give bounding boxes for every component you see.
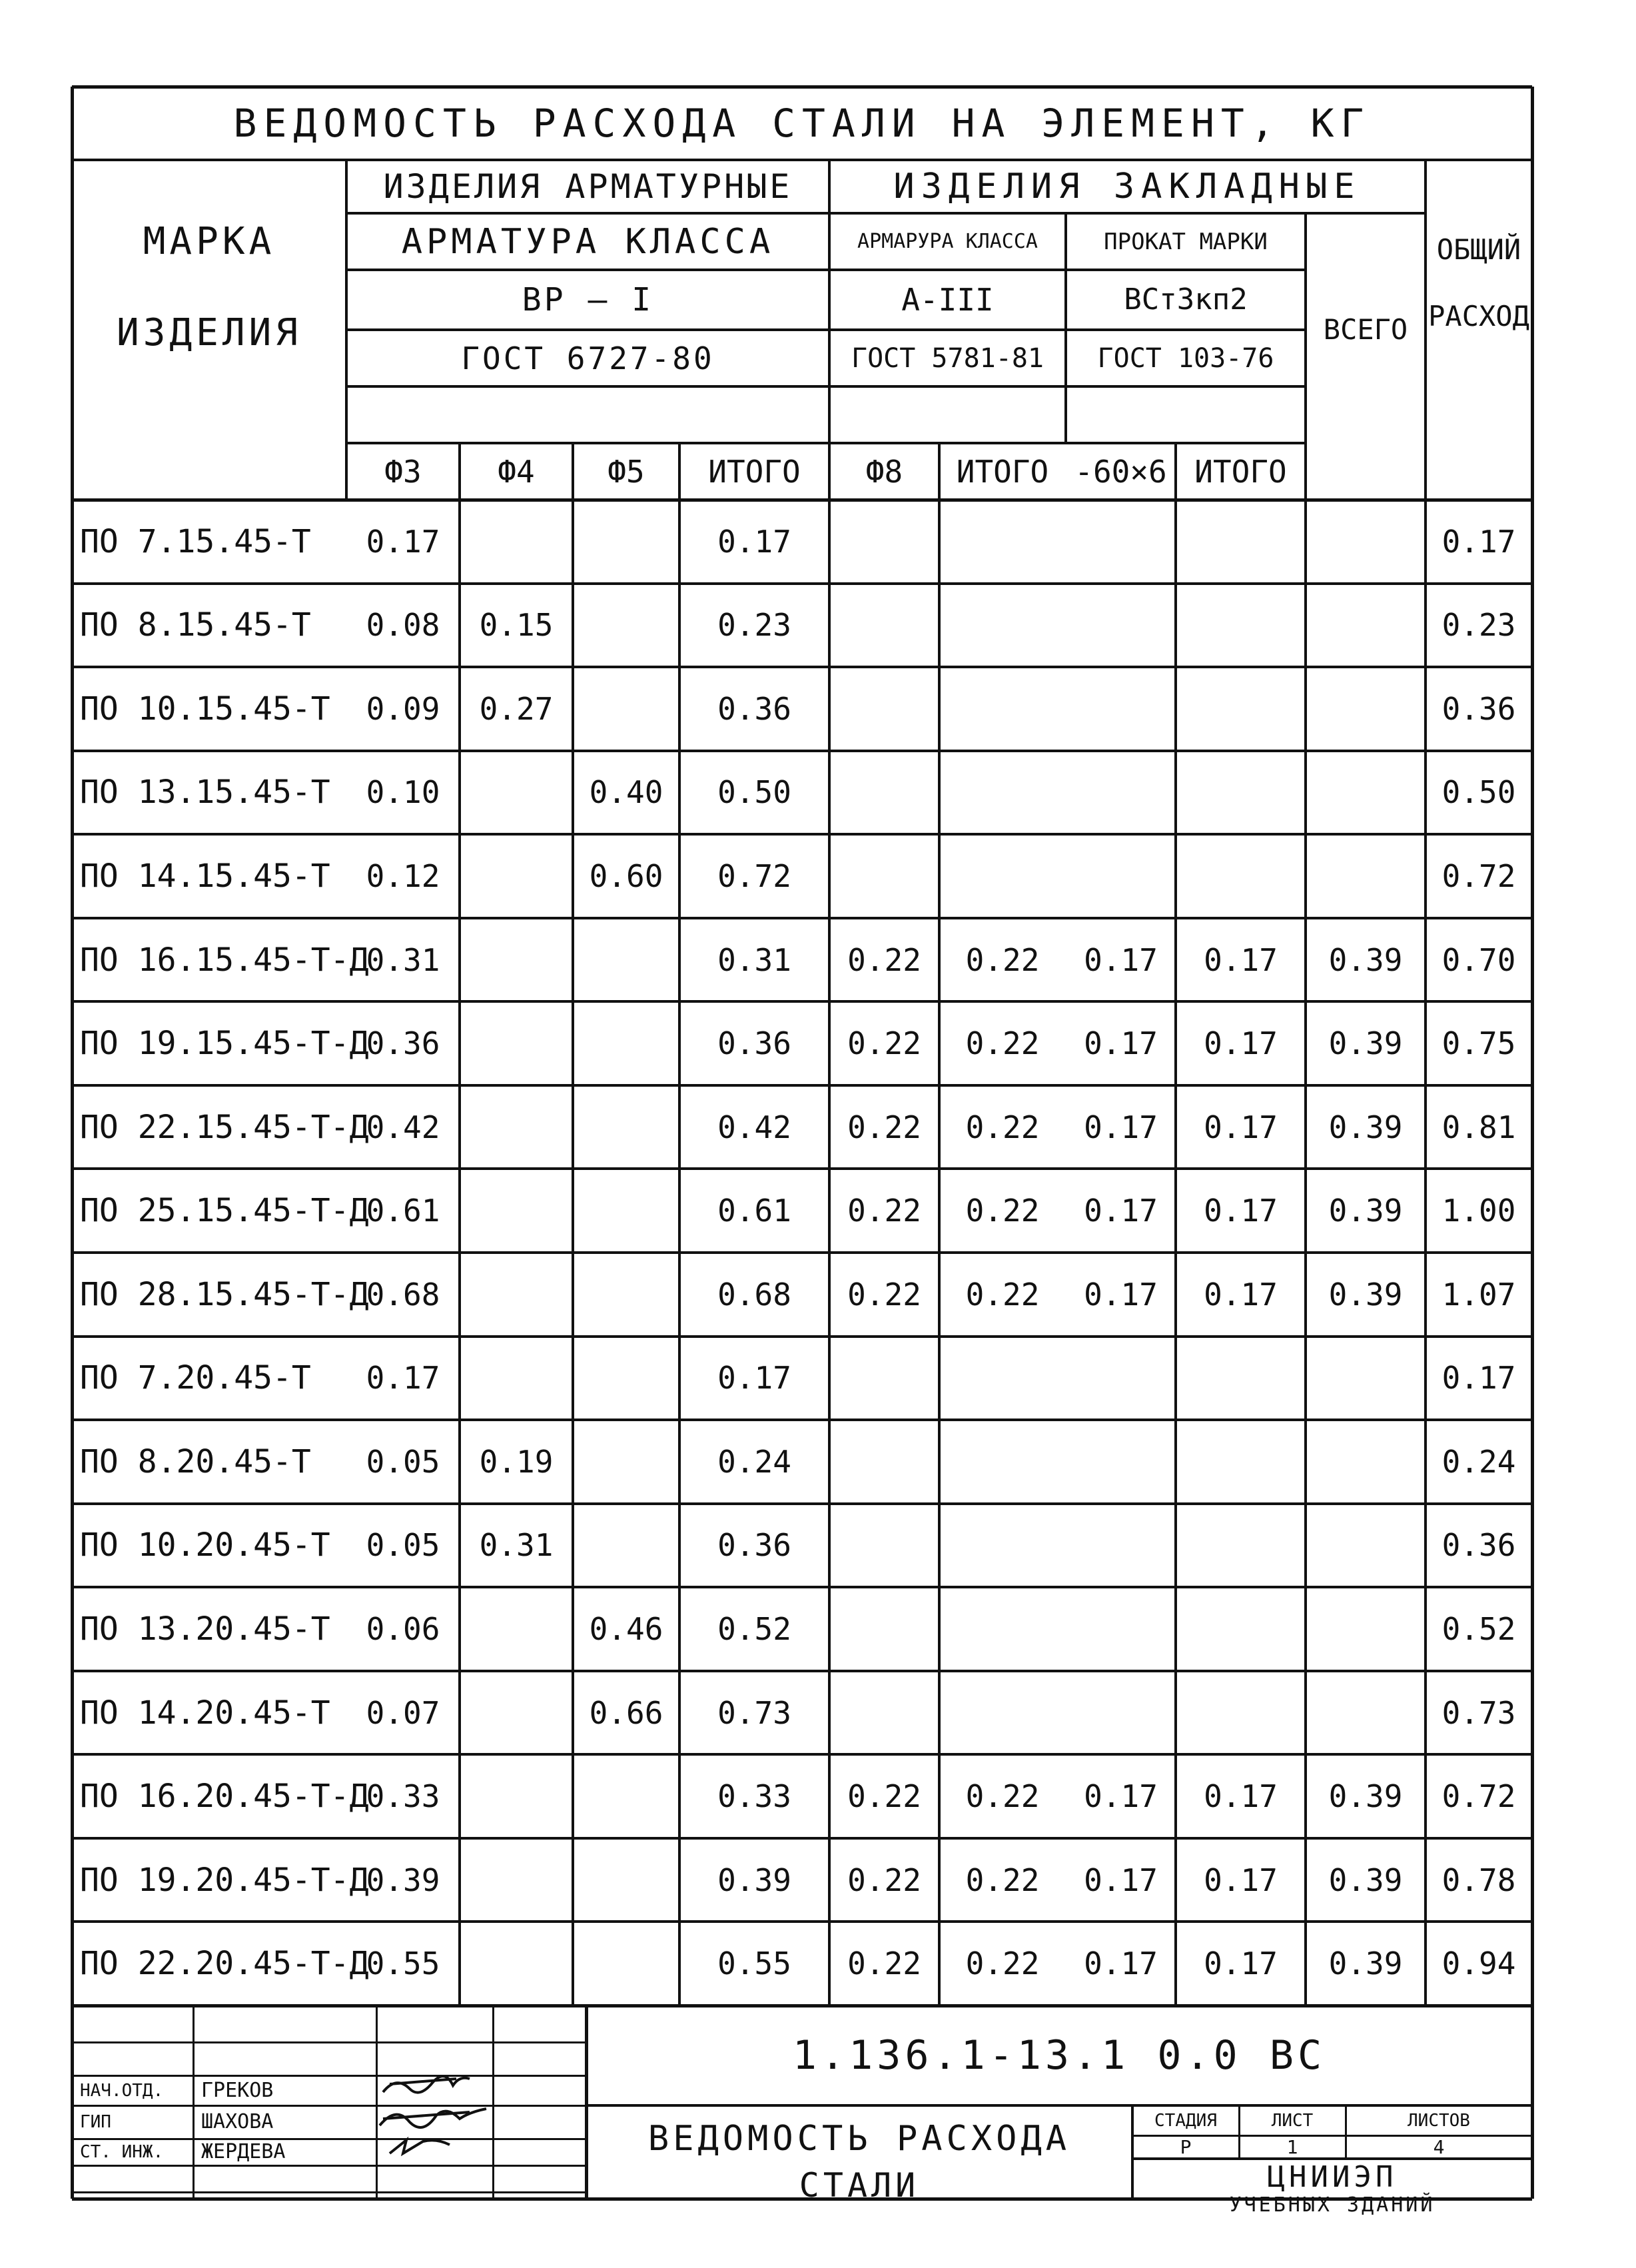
row-mark: ПО 14.20.45-Т [80, 1694, 330, 1732]
row-mark: ПО 10.15.45-Т [80, 690, 330, 728]
row-value: 0.72 [1441, 1778, 1516, 1815]
stamp-sheet: 1 [1286, 2135, 1298, 2158]
header-gost-emb: ГОСТ 5781-81 [851, 342, 1044, 374]
stamp-name: ЖЕРДЕВА [201, 2140, 286, 2163]
stamp-name: ГРЕКОВ [201, 2078, 274, 2102]
row-value: 0.60 [589, 857, 663, 894]
stamp-doc-title: ВЕДОМОСТЬ РАСХОДА [647, 2119, 1071, 2159]
row-value: 0.39 [717, 1862, 791, 1898]
stamp-role: НАЧ.ОТД. [80, 2080, 164, 2101]
row-value: 0.55 [717, 1946, 791, 1982]
row-value: 0.27 [479, 690, 554, 727]
row-value: 0.52 [717, 1610, 791, 1647]
row-value: 0.06 [366, 1610, 440, 1647]
row-mark: ПО 16.20.45-Т-Д [80, 1778, 369, 1816]
row-value: 0.72 [717, 857, 791, 894]
row-value: 0.73 [717, 1694, 791, 1731]
row-mark: ПО 19.20.45-Т-Д [80, 1861, 369, 1899]
row-value: 0.12 [366, 857, 440, 894]
stamp-org-2: УЧЕБНЫХ ЗДАНИЙ [1229, 2193, 1435, 2217]
row-value: 0.73 [1441, 1694, 1516, 1731]
row-value: 0.05 [366, 1443, 440, 1480]
row-value: 0.39 [366, 1862, 440, 1898]
row-mark: ПО 22.15.45-Т-Д [80, 1108, 369, 1146]
row-value: 0.22 [965, 1025, 1040, 1062]
header-total-2: РАСХОД [1428, 300, 1529, 332]
row-mark: ПО 7.15.45-Т [80, 522, 311, 560]
row-value: 0.09 [366, 690, 440, 727]
header-embedded-products: ИЗДЕЛИЯ ЗАКЛАДНЫЕ [893, 167, 1362, 207]
row-mark: ПО 13.15.45-Т [80, 774, 330, 812]
row-value: 0.17 [1204, 1025, 1278, 1062]
row-value: 0.22 [965, 1862, 1040, 1898]
row-value: 0.08 [366, 607, 440, 644]
row-value: 0.17 [1084, 1193, 1158, 1229]
row-value: 0.24 [717, 1443, 791, 1480]
row-value: 0.39 [1328, 1862, 1403, 1898]
stamp-role: ГИП [80, 2112, 111, 2132]
row-value: 0.22 [965, 1778, 1040, 1815]
row-value: 0.17 [1084, 1778, 1158, 1815]
header-rolled-steel: ВСт3кп2 [1124, 283, 1248, 316]
row-value: 0.31 [366, 941, 440, 978]
row-value: 0.17 [1084, 1025, 1158, 1062]
row-value: 0.17 [1204, 1778, 1278, 1815]
row-value: 0.39 [1328, 1778, 1403, 1815]
row-value: 0.72 [1441, 857, 1516, 894]
row-mark: ПО 25.15.45-Т-Д [80, 1192, 369, 1230]
row-value: 0.75 [1441, 1025, 1516, 1062]
header-reinf-products: ИЗДЕЛИЯ АРМАТУРНЫЕ [383, 167, 793, 206]
row-value: 0.17 [1084, 1276, 1158, 1313]
row-value: 0.17 [1084, 1946, 1158, 1982]
row-mark: ПО 14.15.45-Т [80, 857, 330, 895]
row-value: 0.17 [1204, 1193, 1278, 1229]
row-value: 0.17 [717, 523, 791, 560]
row-value: 0.17 [1084, 1862, 1158, 1898]
row-value: 0.68 [717, 1276, 791, 1313]
header-col-0: Ф3 [384, 453, 422, 490]
row-value: 0.33 [717, 1778, 791, 1815]
row-value: 0.19 [479, 1443, 554, 1480]
row-value: 0.36 [717, 1025, 791, 1062]
stamp-stage: Р [1180, 2135, 1192, 2158]
row-mark: ПО 28.15.45-Т-Д [80, 1275, 369, 1313]
row-value: 0.39 [1328, 1109, 1403, 1145]
row-value: 0.22 [847, 1109, 921, 1145]
row-value: 0.36 [1441, 1527, 1516, 1564]
row-mark: ПО 19.15.45-Т-Д [80, 1025, 369, 1063]
row-value: 0.22 [847, 1025, 921, 1062]
stamp-doc-title-2: СТАЛИ [799, 2166, 920, 2205]
row-value: 0.17 [1084, 941, 1158, 978]
row-value: 0.61 [366, 1193, 440, 1229]
row-value: 0.23 [1441, 607, 1516, 644]
row-mark: ПО 7.20.45-Т [80, 1359, 311, 1397]
header-col-7: ИТОГО [1194, 453, 1287, 490]
row-value: 0.17 [1084, 1109, 1158, 1145]
row-value: 0.22 [965, 1193, 1040, 1229]
row-mark: ПО 13.20.45-Т [80, 1610, 330, 1648]
header-col-6: -60×6 [1074, 453, 1167, 490]
stamp-name: ШАХОВА [201, 2110, 274, 2133]
row-value: 0.81 [1441, 1109, 1516, 1145]
header-reinf-grade: ВР – I [522, 281, 654, 318]
header-col-2: Ф5 [608, 453, 645, 490]
row-mark: ПО 10.20.45-Т [80, 1526, 330, 1564]
row-value: 0.40 [589, 774, 663, 811]
header-gost-rolled: ГОСТ 103-76 [1097, 342, 1274, 374]
row-mark: ПО 8.15.45-Т [80, 606, 311, 644]
row-value: 0.22 [847, 1946, 921, 1982]
row-value: 0.39 [1328, 1025, 1403, 1062]
table-title: ВЕДОМОСТЬ РАСХОДА СТАЛИ НА ЭЛЕМЕНТ, КГ [233, 101, 1371, 146]
row-value: 0.17 [1204, 1109, 1278, 1145]
row-value: 0.50 [717, 774, 791, 811]
row-value: 0.24 [1441, 1443, 1516, 1480]
row-value: 0.17 [1204, 1276, 1278, 1313]
header-col-3: ИТОГО [708, 453, 801, 490]
row-value: 0.39 [1328, 941, 1403, 978]
row-value: 1.07 [1441, 1276, 1516, 1313]
row-value: 0.22 [965, 1946, 1040, 1982]
row-value: 0.61 [717, 1193, 791, 1229]
row-value: 0.70 [1441, 941, 1516, 978]
row-value: 0.31 [717, 941, 791, 978]
row-value: 0.36 [717, 1527, 791, 1564]
row-value: 1.00 [1441, 1193, 1516, 1229]
row-value: 0.15 [479, 607, 554, 644]
row-value: 0.52 [1441, 1610, 1516, 1647]
row-value: 0.17 [1204, 941, 1278, 978]
stamp-stage-label: СТАДИЯ [1154, 2110, 1217, 2131]
stamp-role: СТ. ИНЖ. [80, 2142, 164, 2162]
row-value: 0.22 [847, 941, 921, 978]
row-value: 0.17 [1441, 1360, 1516, 1397]
row-value: 0.22 [965, 1276, 1040, 1313]
row-value: 0.17 [1204, 1946, 1278, 1982]
row-value: 0.22 [847, 1778, 921, 1815]
header-emb-reinf-class: АРМАРУРА КЛАССА [857, 229, 1038, 253]
row-value: 0.68 [366, 1276, 440, 1313]
row-value: 0.17 [1204, 1862, 1278, 1898]
row-value: 0.17 [366, 1360, 440, 1397]
header-mark: МАРКА [143, 220, 276, 263]
row-value: 0.17 [717, 1360, 791, 1397]
row-value: 0.22 [847, 1276, 921, 1313]
header-gost-reinf: ГОСТ 6727-80 [461, 340, 715, 376]
row-value: 0.36 [366, 1025, 440, 1062]
header-total: ОБЩИЙ [1436, 233, 1521, 266]
row-mark: ПО 8.20.45-Т [80, 1442, 311, 1480]
row-value: 0.36 [717, 690, 791, 727]
row-value: 0.78 [1441, 1862, 1516, 1898]
header-mark-2: ИЗДЕЛИЯ [116, 311, 302, 354]
stamp-org: ЦНИИЭП [1267, 2159, 1398, 2194]
row-value: 0.46 [589, 1610, 663, 1647]
row-value: 0.39 [1328, 1946, 1403, 1982]
header-rolled-grade: ПРОКАТ МАРКИ [1104, 228, 1268, 255]
row-value: 0.66 [589, 1694, 663, 1731]
row-value: 0.07 [366, 1694, 440, 1731]
row-value: 0.22 [847, 1193, 921, 1229]
header-emb-reinf-grade: А-III [901, 282, 994, 318]
row-value: 0.31 [479, 1527, 554, 1564]
row-value: 0.50 [1441, 774, 1516, 811]
row-value: 0.55 [366, 1946, 440, 1982]
row-mark: ПО 16.15.45-Т-Д [80, 941, 369, 979]
row-value: 0.42 [717, 1109, 791, 1145]
header-col-4: Ф8 [865, 453, 903, 490]
row-mark: ПО 22.20.45-Т-Д [80, 1945, 369, 1983]
row-value: 0.22 [965, 1109, 1040, 1145]
stamp-sheets-label: ЛИСТОВ [1408, 2110, 1470, 2131]
row-value: 0.22 [965, 941, 1040, 978]
row-value: 0.36 [1441, 690, 1516, 727]
row-value: 0.39 [1328, 1276, 1403, 1313]
row-value: 0.23 [717, 607, 791, 644]
row-value: 0.17 [366, 523, 440, 560]
row-value: 0.39 [1328, 1193, 1403, 1229]
row-value: 0.94 [1441, 1946, 1516, 1982]
row-value: 0.42 [366, 1109, 440, 1145]
header-col-5: ИТОГО [956, 453, 1049, 490]
stamp-code: 1.136.1-13.1 0.0 ВС [792, 2032, 1326, 2079]
header-col-1: Ф4 [498, 453, 535, 490]
stamp-sheet-label: ЛИСТ [1271, 2110, 1314, 2131]
row-value: 0.22 [847, 1862, 921, 1898]
header-total-emb: ВСЕГО [1323, 313, 1408, 346]
row-value: 0.33 [366, 1778, 440, 1815]
row-value: 0.05 [366, 1527, 440, 1564]
stamp-sheets: 4 [1433, 2135, 1445, 2158]
row-value: 0.10 [366, 774, 440, 811]
header-reinf-class: АРМАТУРА КЛАССА [401, 221, 775, 262]
row-value: 0.17 [1441, 523, 1516, 560]
